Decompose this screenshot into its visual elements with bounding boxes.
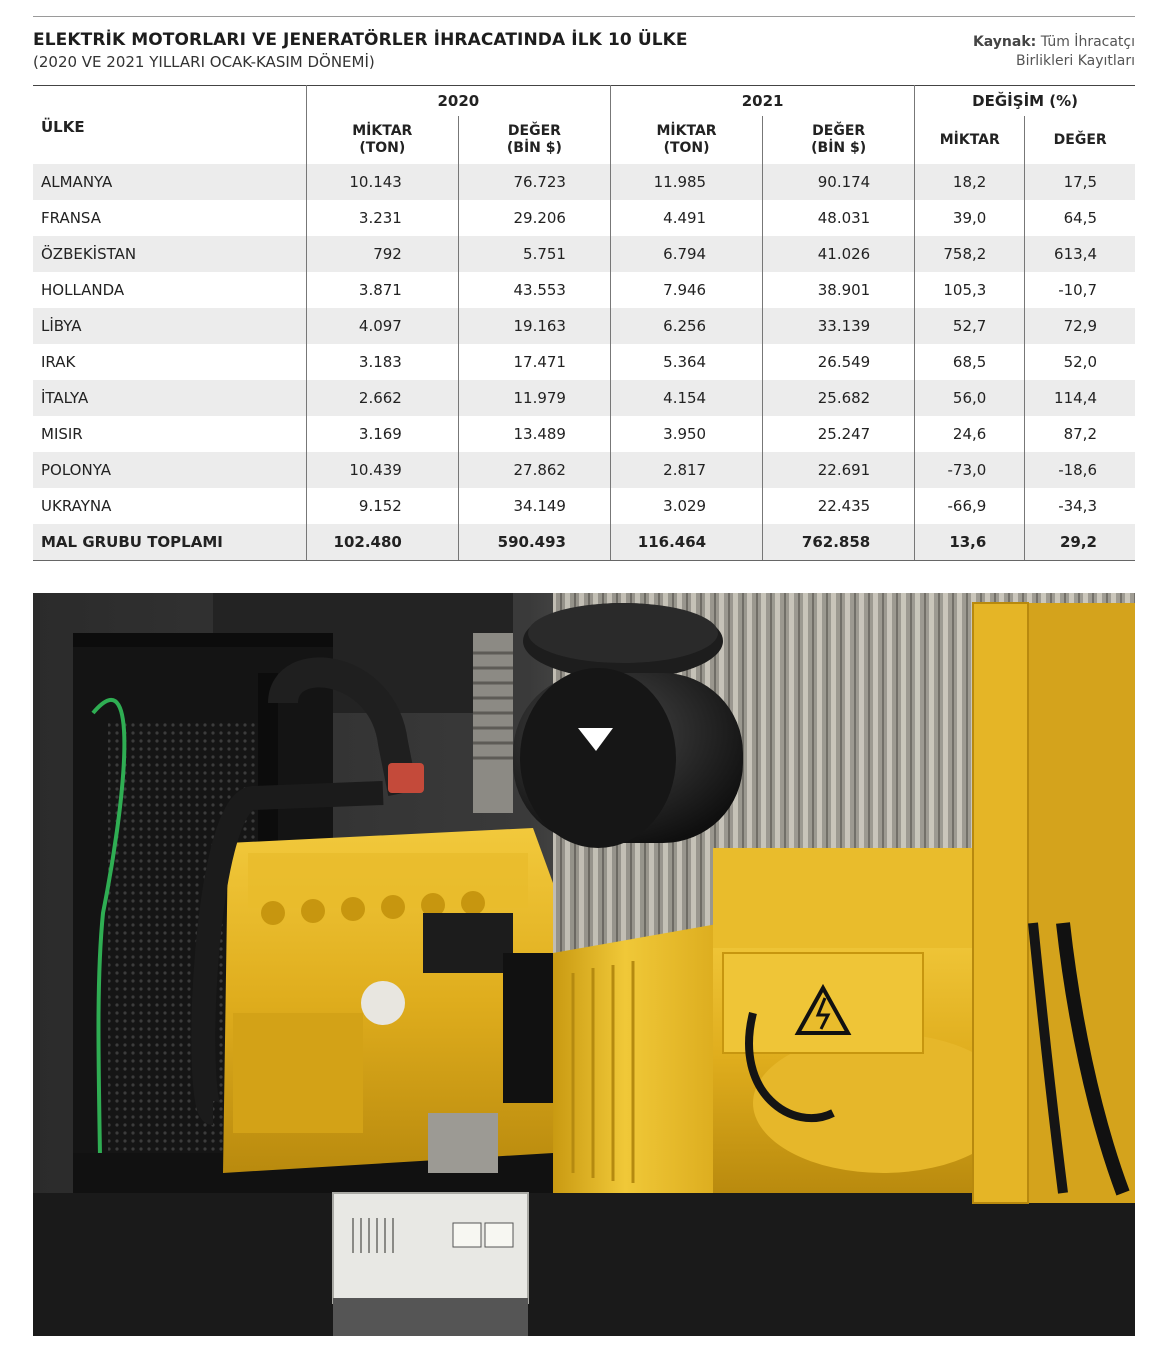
source-line1: Tüm İhracatçı — [1040, 34, 1135, 50]
cell-val-2021: 25.247 — [763, 416, 915, 452]
table-row — [33, 272, 1135, 308]
cell-qty-2020: 3.871 — [306, 272, 458, 308]
cell-val-2020: 19.163 — [458, 308, 610, 344]
cell-qty-2020: 3.169 — [306, 416, 458, 452]
cell-change-val: 613,4 — [1025, 236, 1135, 272]
cell-qty-2021: 6.794 — [610, 236, 762, 272]
cell-change-val: 72,9 — [1025, 308, 1135, 344]
cell-change-val: 114,4 — [1025, 380, 1135, 416]
table-row — [33, 380, 1135, 416]
cell-qty-2021: 4.491 — [610, 200, 762, 236]
cell-qty-2020: 3.183 — [306, 344, 458, 380]
table-subtitle: (2020 VE 2021 YILLARI OCAK-KASIM DÖNEMİ) — [33, 53, 375, 71]
cell-total-val-2021: 762.858 — [763, 524, 915, 561]
cell-change-val: -18,6 — [1025, 452, 1135, 488]
cell-total-qty-2020: 102.480 — [306, 524, 458, 561]
header-year-2021: 2021 — [610, 86, 914, 117]
cell-val-2020: 34.149 — [458, 488, 610, 524]
cell-change-val: 17,5 — [1025, 164, 1135, 200]
cell-change-qty: 105,3 — [915, 272, 1025, 308]
header-val-2020: DEĞER (BİN $) — [458, 116, 610, 164]
cell-val-2021: 90.174 — [763, 164, 915, 200]
cell-change-val: -34,3 — [1025, 488, 1135, 524]
cell-val-2020: 43.553 — [458, 272, 610, 308]
cell-country: ÖZBEKİSTAN — [33, 236, 306, 272]
cell-val-2020: 27.862 — [458, 452, 610, 488]
cell-qty-2020: 4.097 — [306, 308, 458, 344]
table-row — [33, 344, 1135, 380]
header-qty-2020: MİKTAR (TON) — [306, 116, 458, 164]
cell-val-2020: 13.489 — [458, 416, 610, 452]
cell-total-val-2020: 590.493 — [458, 524, 610, 561]
header-change: DEĞİŞİM (%) — [915, 86, 1135, 117]
cell-change-qty: 68,5 — [915, 344, 1025, 380]
header-qty-2021: MİKTAR (TON) — [610, 116, 762, 164]
table-title: ELEKTRİK MOTORLARI VE JENERATÖRLER İHRACATINDA İLK 10 ÜLKE — [33, 30, 688, 50]
cell-country: ALMANYA — [33, 164, 306, 200]
header-change-val: DEĞER — [1025, 116, 1135, 164]
cell-country: UKRAYNA — [33, 488, 306, 524]
cell-total-label: MAL GRUBU TOPLAMI — [33, 524, 306, 561]
cell-qty-2020: 9.152 — [306, 488, 458, 524]
table-row — [33, 488, 1135, 524]
cell-val-2021: 48.031 — [763, 200, 915, 236]
cell-change-qty: 56,0 — [915, 380, 1025, 416]
table-row — [33, 308, 1135, 344]
cell-val-2021: 26.549 — [763, 344, 915, 380]
cell-change-val: -10,7 — [1025, 272, 1135, 308]
cell-val-2020: 17.471 — [458, 344, 610, 380]
table-header — [33, 86, 1135, 165]
cell-qty-2020: 2.662 — [306, 380, 458, 416]
cell-val-2020: 76.723 — [458, 164, 610, 200]
cell-val-2021: 25.682 — [763, 380, 915, 416]
cell-qty-2021: 7.946 — [610, 272, 762, 308]
source-label: Kaynak: — [972, 34, 1037, 50]
cell-change-qty: 24,6 — [915, 416, 1025, 452]
cell-total-qty-2021: 116.464 — [610, 524, 762, 561]
cell-total-change-qty: 13,6 — [915, 524, 1025, 561]
cell-change-qty: -66,9 — [915, 488, 1025, 524]
cell-val-2020: 11.979 — [458, 380, 610, 416]
header-val-2021: DEĞER (BİN $) — [763, 116, 915, 164]
cell-qty-2020: 792 — [306, 236, 458, 272]
cell-val-2021: 41.026 — [763, 236, 915, 272]
cell-qty-2020: 3.231 — [306, 200, 458, 236]
cell-qty-2020: 10.439 — [306, 452, 458, 488]
cell-val-2021: 33.139 — [763, 308, 915, 344]
top-rule — [33, 16, 1135, 17]
cell-change-qty: 758,2 — [915, 236, 1025, 272]
cell-change-qty: -73,0 — [915, 452, 1025, 488]
cell-country: FRANSA — [33, 200, 306, 236]
cell-country: HOLLANDA — [33, 272, 306, 308]
cell-qty-2021: 4.154 — [610, 380, 762, 416]
cell-val-2021: 22.435 — [763, 488, 915, 524]
table-row — [33, 416, 1135, 452]
generator-photo — [33, 593, 1135, 1336]
cell-val-2020: 5.751 — [458, 236, 610, 272]
cell-qty-2021: 11.985 — [610, 164, 762, 200]
cell-val-2021: 22.691 — [763, 452, 915, 488]
source-line2: Birlikleri Kayıtları — [1015, 53, 1135, 69]
cell-change-val: 64,5 — [1025, 200, 1135, 236]
source-note — [973, 33, 1135, 71]
cell-total-change-val: 29,2 — [1025, 524, 1135, 561]
cell-country: MISIR — [33, 416, 306, 452]
cell-country: IRAK — [33, 344, 306, 380]
cell-change-qty: 18,2 — [915, 164, 1025, 200]
header-country: ÜLKE — [41, 118, 85, 136]
cell-country: İTALYA — [33, 380, 306, 416]
cell-change-qty: 52,7 — [915, 308, 1025, 344]
table-row — [33, 236, 1135, 272]
total-row — [33, 524, 1135, 561]
cell-qty-2021: 3.950 — [610, 416, 762, 452]
cell-qty-2021: 2.817 — [610, 452, 762, 488]
cell-qty-2021: 3.029 — [610, 488, 762, 524]
table-row — [33, 452, 1135, 488]
cell-country: POLONYA — [33, 452, 306, 488]
cell-change-val: 52,0 — [1025, 344, 1135, 380]
cell-change-qty: 39,0 — [915, 200, 1025, 236]
header-year-2020: 2020 — [306, 86, 610, 117]
table-body — [33, 164, 1135, 561]
cell-country: LİBYA — [33, 308, 306, 344]
table-row — [33, 200, 1135, 236]
export-table — [33, 85, 1135, 561]
header-change-qty: MİKTAR — [915, 116, 1025, 164]
cell-qty-2020: 10.143 — [306, 164, 458, 200]
generator-illustration — [33, 593, 1135, 1336]
cell-qty-2021: 5.364 — [610, 344, 762, 380]
table-row — [33, 164, 1135, 200]
cell-val-2020: 29.206 — [458, 200, 610, 236]
cell-qty-2021: 6.256 — [610, 308, 762, 344]
cell-change-val: 87,2 — [1025, 416, 1135, 452]
cell-val-2021: 38.901 — [763, 272, 915, 308]
